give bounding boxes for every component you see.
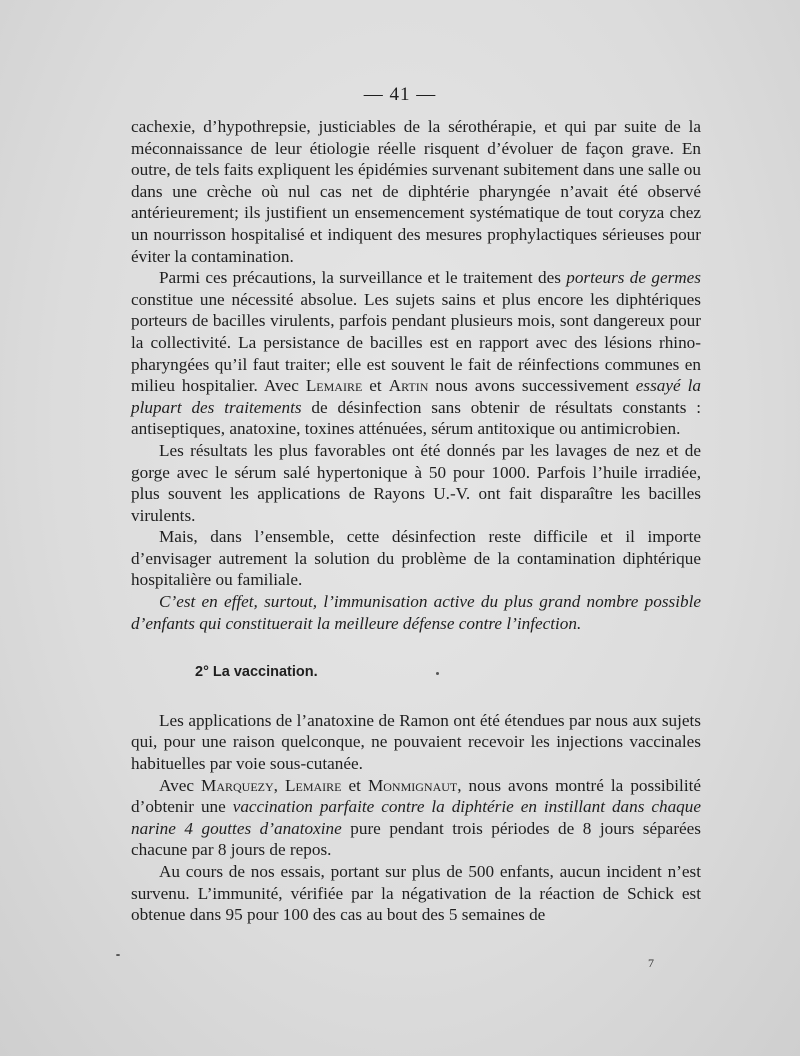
paragraph-essais: Au cours de nos essais, portant sur plus de 500 enfants, aucun incident n’est survenu. L’immunité, vérifiée par la négativation de la réaction de Schick est obtenue dans 95 pour 100 des cas au bout des 5 semaines de <box>131 862 701 925</box>
text-run: , <box>273 775 285 795</box>
emphasis-traitements: essayé la plupart des traitements <box>131 376 702 417</box>
text-run: , nous avons montré la possibilité d’obtenir une <box>131 775 701 817</box>
author-marquezy: Marquezy <box>201 775 274 795</box>
ink-speck <box>116 954 120 956</box>
author-monmignaut: Monmignaut <box>367 775 458 795</box>
signature-mark: 7 <box>648 956 654 970</box>
paragraph-immunisation: C’est en effet, surtout, l’immunisation active du plus grand nombre possible d’enfants qui constituerait la meilleure défense contre l’infection. <box>131 592 701 633</box>
text-run: et <box>362 376 389 396</box>
ink-speck <box>436 672 439 675</box>
emphasis-vaccination-parfaite: vaccination parfaite contre la diphtérie en instillant dans chaque narine 4 gouttes d’anatoxine <box>131 797 701 838</box>
text-run: Avec <box>159 775 202 795</box>
page-number: — 41 — <box>363 84 437 105</box>
paragraph-resultats: Les résultats les plus favorables ont été donnés par les lavages de nez et de gorge avec le sérum salé hypertonique à 50 pour 1000. Parfois l’huile irradiée, plus souvent les applications de Rayons U.-V. ont fait disparaître les bacilles virulents. <box>131 440 701 525</box>
body-text <box>131 116 701 926</box>
text-run: nous avons successivement <box>428 376 636 396</box>
author-artin: Artin <box>388 376 429 396</box>
emphasis-porteurs-de-germes: porteurs de germes <box>566 268 701 288</box>
section-heading-vaccination: 2° La vaccination. <box>195 664 318 681</box>
author-lemaire: Lemaire <box>305 376 363 396</box>
text-run: pure pendant trois périodes de 8 jours séparées chacune par 8 jours de repos. <box>131 818 701 860</box>
paragraph-desinfection: Mais, dans l’ensemble, cette désinfection reste difficile et il importe d’envisager autrement la solution du problème de la contamination diphtérique hospitalière ou familiale. <box>131 527 701 590</box>
text-run: Parmi ces précautions, la surveillance et le traitement des <box>159 268 567 288</box>
author-lemaire: Lemaire <box>284 775 342 795</box>
paragraph-cachexie: cachexie, d’hypothrepsie, justiciables de la sérothérapie, et qui par suite de la méconnaissance de leur étiologie réelle risquent d’évoluer de façon grave. En outre, de tels faits expliquent les épidémies survenant subitement dans une salle ou dans une crèche où nul cas net de diphtérie pharyngée n’avait été observé antérieurement; ils justifient un ensemencement systématique de tout coryza chez un nourrisson hospitalisé et indiquent des mesures prophylactiques sérieuses pour éviter la contamination. <box>131 117 701 266</box>
paragraph-anatoxine: Les applications de l’anatoxine de Ramon ont été étendues par nous aux sujets qui, pour une raison quelconque, ne pouvaient recevoir les injections vaccinales habituelles par voie sous-cutanée. <box>131 710 701 774</box>
paragraph-marquezy <box>131 775 701 861</box>
paragraph-precautions <box>131 267 701 440</box>
text-run: de désinfection sans obtenir de résultats constants : antiseptiques, anatoxine, toxines atténuées, sérum antitoxique ou antimicrobien. <box>131 397 701 439</box>
text-run: constitue une nécessité absolue. Les sujets sains et plus encore les diphtériques porteurs de bacilles virulents, parfois pendant plusieurs mois, sont dangereux pour la collectivité. La persistance de bacilles est en rapport avec des lésions rhino-pharyngées qu’il faut traiter; elle est souvent le fait de réinfections communes en milieu hospitalier. Avec <box>131 289 701 396</box>
text-run: et <box>341 775 368 795</box>
